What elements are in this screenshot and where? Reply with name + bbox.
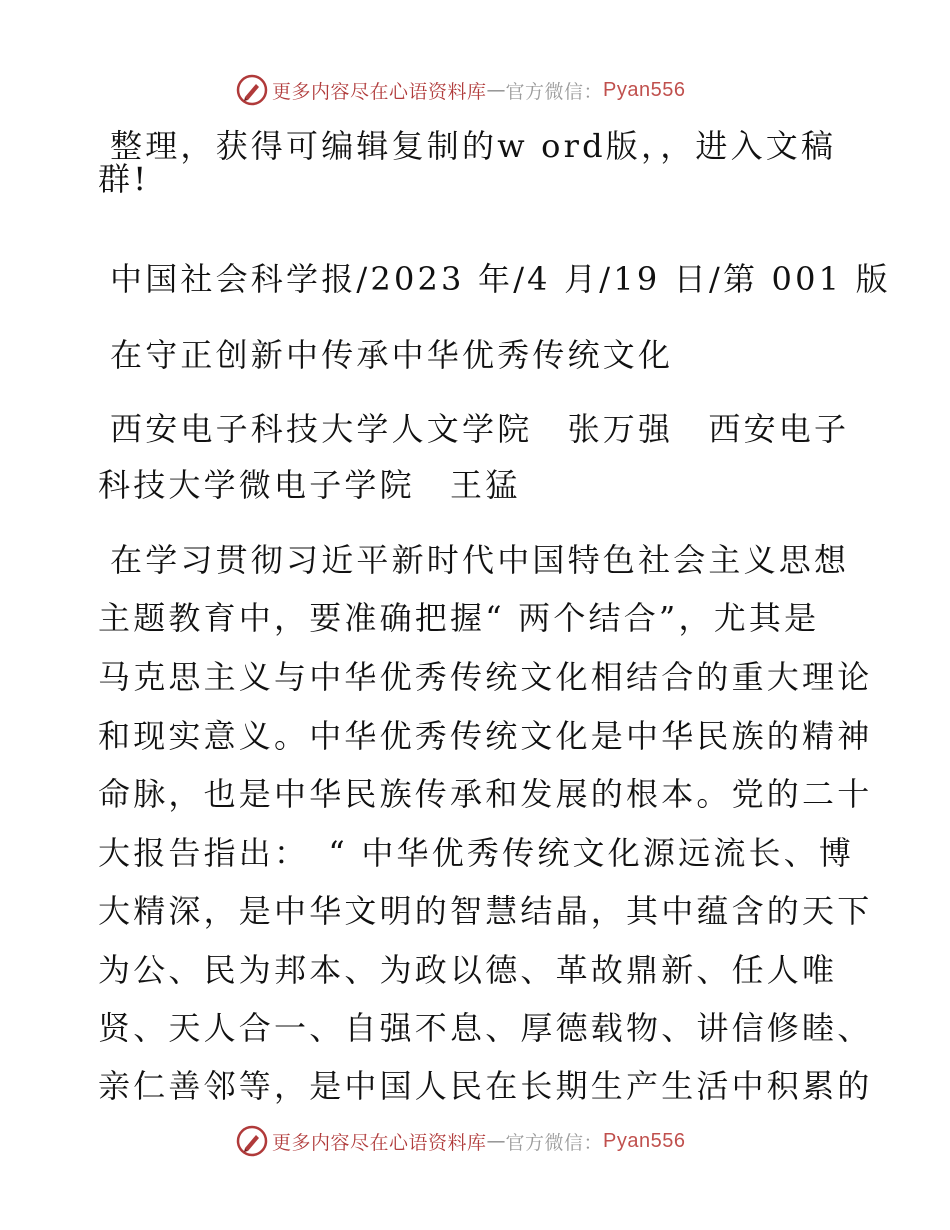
doc-line: 为公、民为邦本、为政以德、革故鼎新、任人唯 — [98, 951, 838, 989]
pen-in-circle-logo-icon — [236, 1125, 268, 1157]
doc-line: 大报告指出： “ 中华优秀传统文化源远流长、博 — [98, 834, 855, 872]
footer-watermark — [236, 1124, 686, 1158]
doc-line-source: 中国社会科学报/2023 年/4 月/19 日/第 001 版 — [110, 260, 891, 298]
doc-title: 在守正创新中传承中华优秀传统文化 — [110, 336, 674, 374]
doc-line: 命脉，也是中华民族传承和发展的根本。党的二十 — [98, 775, 873, 813]
watermark-wechat-id: Pyan556 — [603, 78, 686, 101]
watermark-separator: — — [486, 79, 506, 101]
header-watermark — [236, 73, 686, 107]
watermark-wechat-label: 官方微信： — [505, 80, 604, 103]
pen-in-circle-logo-icon — [236, 74, 268, 106]
doc-line: 在学习贯彻习近平新时代中国特色社会主义思想 — [110, 541, 850, 579]
doc-line: 大精深，是中华文明的智慧结晶，其中蕴含的天下 — [98, 892, 873, 930]
doc-line: 和现实意义。中华优秀传统文化是中华民族的精神 — [98, 717, 873, 755]
watermark-text: 更多内容尽在心语资料库 — [272, 1131, 487, 1154]
watermark-wechat-id: Pyan556 — [603, 1129, 686, 1152]
doc-authors-cont: 科技大学微电子学院 王猛 — [98, 466, 521, 504]
watermark-wechat-label: 官方微信： — [505, 1131, 604, 1154]
doc-line: 亲仁善邻等，是中国人民在长期生产生活中积累的 — [98, 1067, 873, 1105]
watermark-text: 更多内容尽在心语资料库 — [272, 80, 487, 103]
doc-line: 贤、天人合一、自强不息、厚德载物、讲信修睦、 — [98, 1009, 873, 1047]
doc-line: 主题教育中，要准确把握“ 两个结合”，尤其是 — [98, 599, 820, 637]
doc-line: 群! — [98, 160, 150, 198]
doc-authors: 西安电子科技大学人文学院 张万强 西安电子 — [110, 410, 850, 448]
doc-line: 马克思主义与中华优秀传统文化相结合的重大理论 — [98, 658, 873, 696]
watermark-separator: — — [486, 1130, 506, 1152]
doc-line: 整理，获得可编辑复制的w ord版，，进入文稿 — [110, 127, 837, 165]
